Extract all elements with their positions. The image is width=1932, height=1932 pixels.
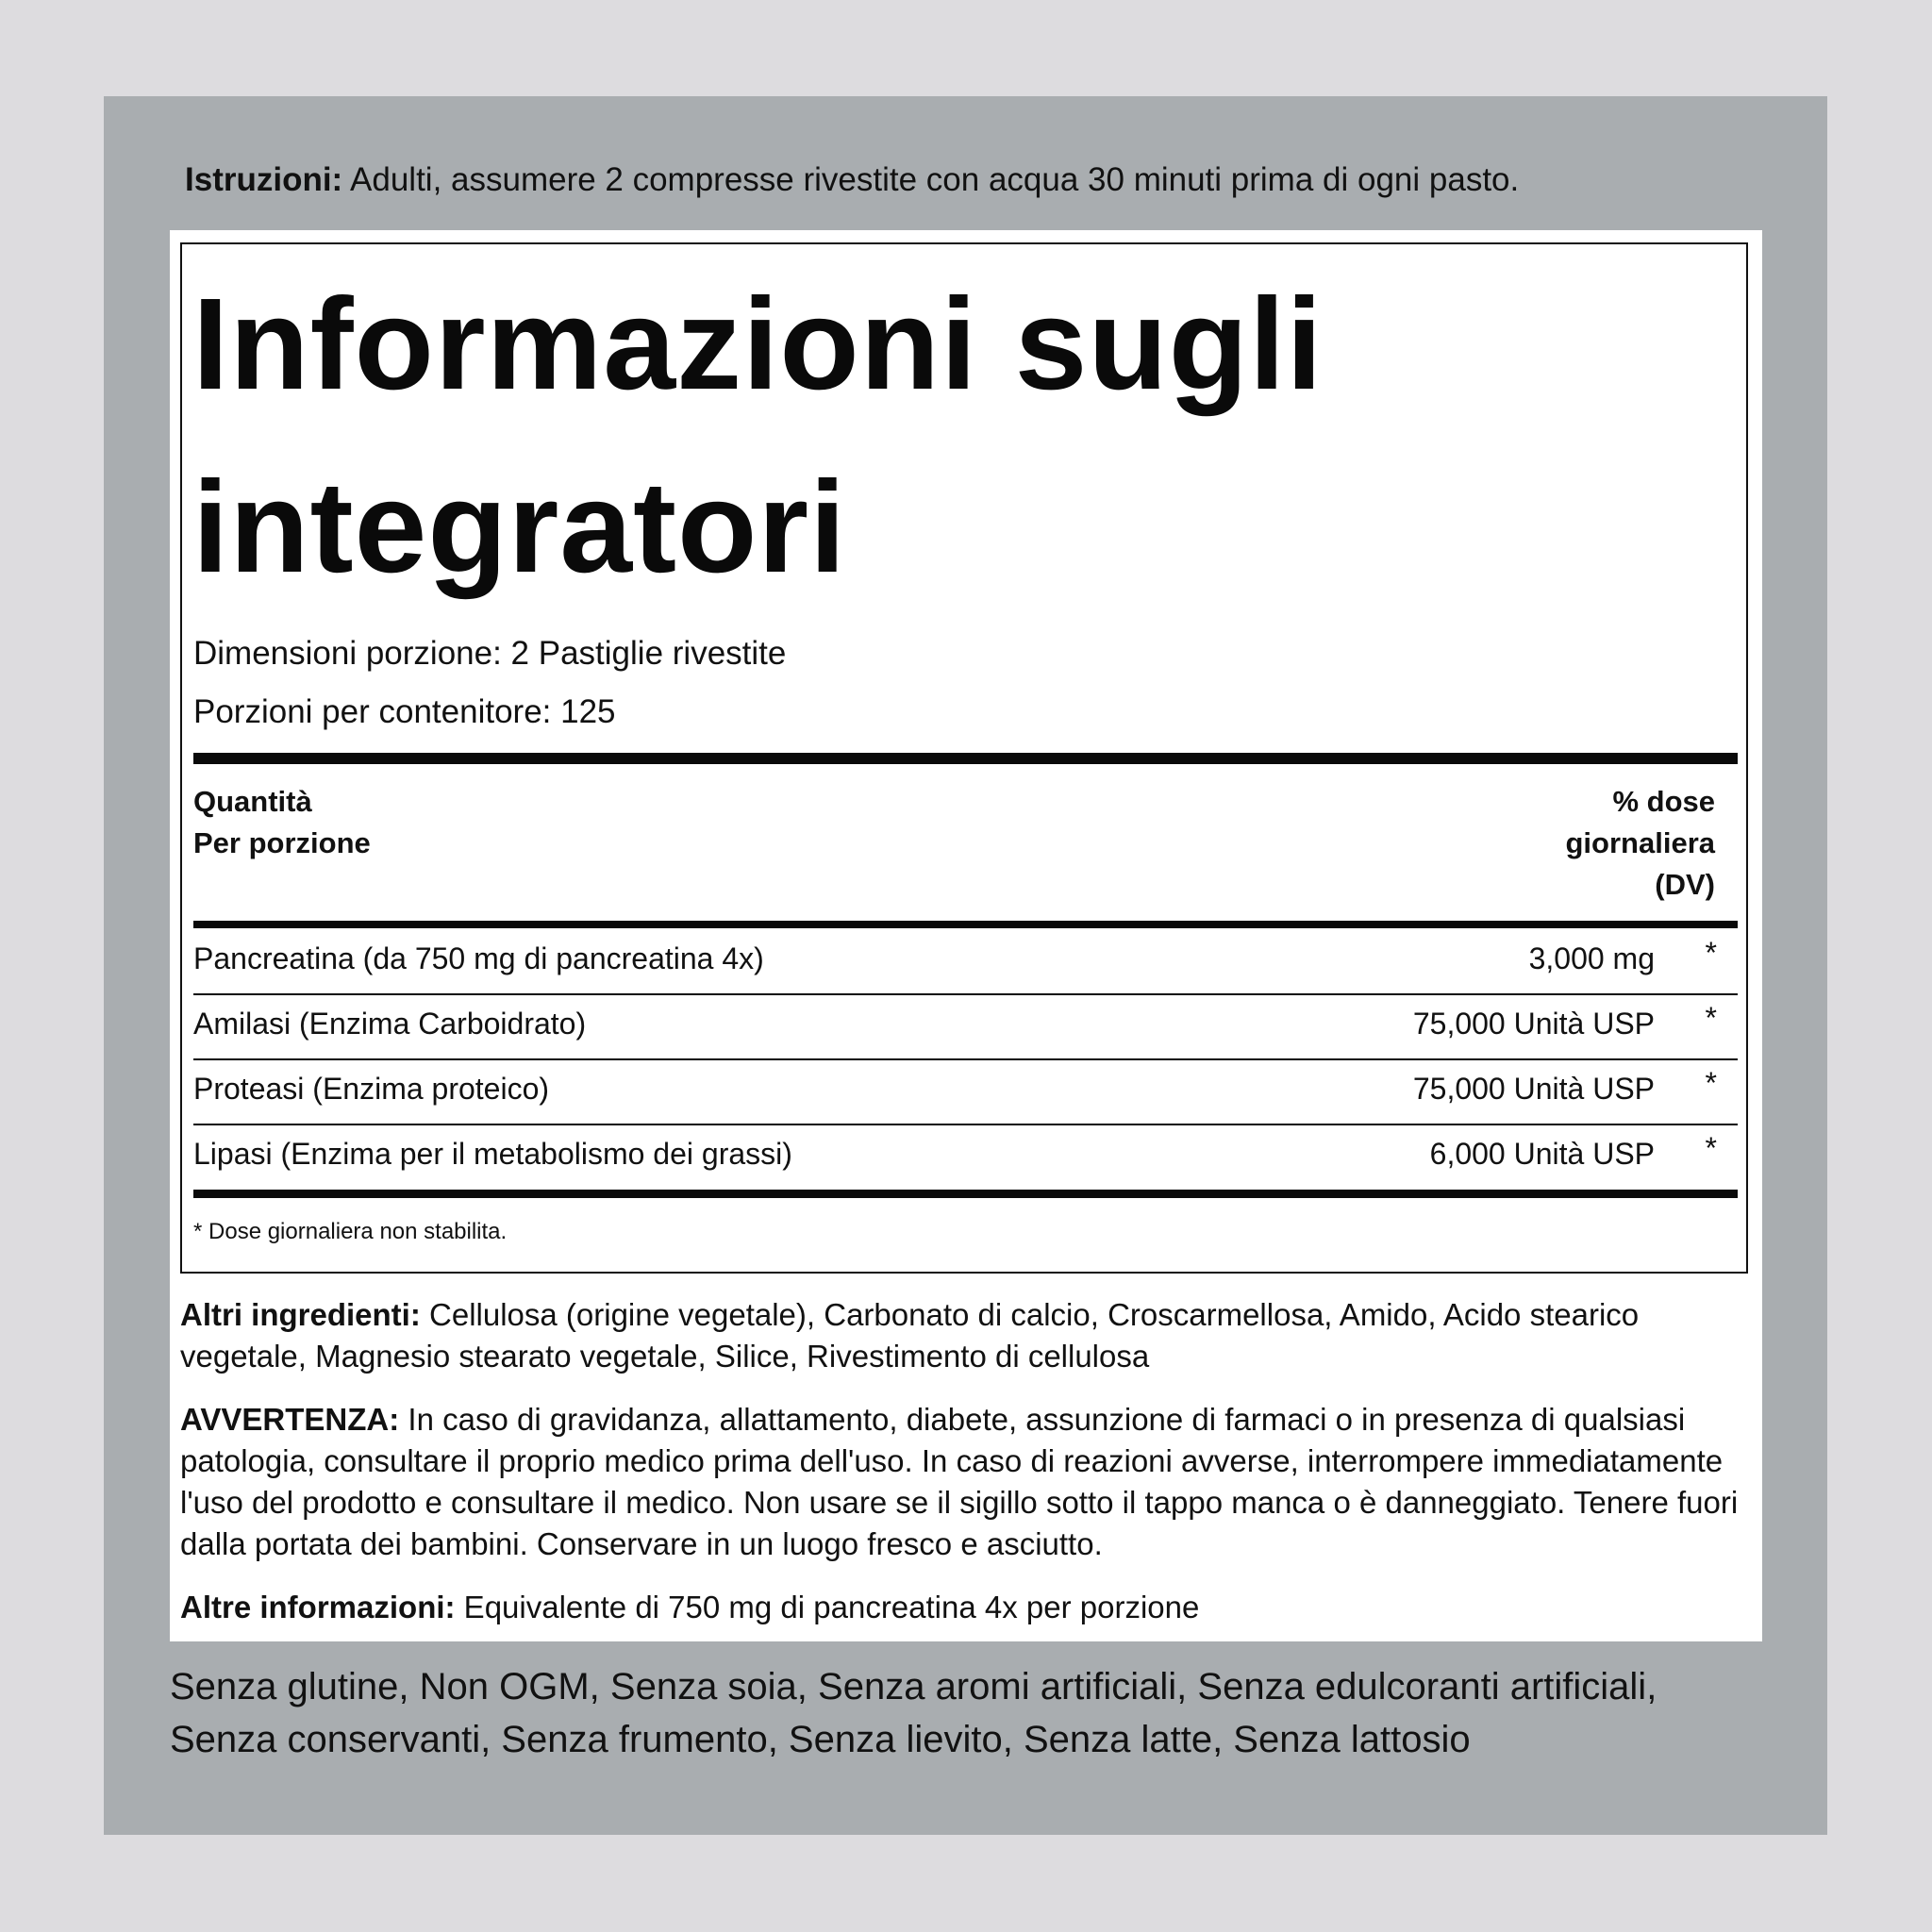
amount-per-serving-header <box>193 781 371 864</box>
ingredient-dv: * <box>1705 1066 1717 1100</box>
ingredient-name: Pancreatina (da 750 mg di pancreatina 4x) <box>193 941 764 975</box>
header-dv-line2: giornaliera <box>1565 826 1715 859</box>
ingredient-name: Amilasi (Enzima Carboidrato) <box>193 1007 587 1041</box>
supplement-facts-title: Informazioni sugli integratori <box>192 272 1324 600</box>
warning <box>180 1399 1751 1565</box>
table-row <box>193 1122 1738 1186</box>
instructions <box>185 158 1519 202</box>
other-ingredients <box>180 1294 1751 1377</box>
warning-label: AVVERTENZA: <box>180 1402 400 1437</box>
ingredient-amount: 75,000 Unità USP <box>1412 1007 1655 1041</box>
header-dv-line3: (DV) <box>1655 868 1715 901</box>
ingredient-amount: 3,000 mg <box>1528 941 1655 975</box>
thick-divider <box>193 753 1738 764</box>
instructions-text: Adulti, assumere 2 compresse rivestite con acqua 30 minuti prima di ogni pasto. <box>342 161 1520 198</box>
header-dv-line1: % dose <box>1612 785 1715 818</box>
header-quantity: Quantità <box>193 785 312 818</box>
table-row <box>193 1057 1738 1121</box>
other-ingredients-text: Cellulosa (origine vegetale), Carbonato di calcio, Croscarmellosa, Amido, Acido stearico vegetale, Magnesio stearato vegetale, Silice, Rivestimento di cellulosa <box>180 1297 1640 1374</box>
instructions-label: Istruzioni: <box>185 161 343 198</box>
header-per-serving: Per porzione <box>193 826 371 859</box>
bottom-divider <box>193 1190 1738 1198</box>
other-information <box>180 1587 1751 1628</box>
serving-size: Dimensioni porzione: 2 Pastiglie rivestite <box>193 635 787 672</box>
ingredient-dv: * <box>1705 1131 1717 1165</box>
ingredient-amount: 6,000 Unità USP <box>1429 1137 1655 1171</box>
warning-text: In caso di gravidanza, allattamento, diabete, assunzione di farmaci o in presenza di qualsiasi patologia, consultare il proprio medico prima dell'uso. In caso di reazioni avverse, interrompere immediatamente l'uso del prodotto e consultare il medico. Non usare se il sigillo sotto il tappo manca o è danneggiato. Tenere fuori dalla portata dei bambini. Conservare in un luogo fresco e asciutto. <box>180 1402 1739 1561</box>
ingredient-dv: * <box>1705 936 1717 970</box>
other-ingredients-label: Altri ingredienti: <box>180 1297 421 1332</box>
ingredient-amount: 75,000 Unità USP <box>1412 1072 1655 1106</box>
table-row <box>193 926 1738 991</box>
free-from-claims: Senza glutine, Non OGM, Senza soia, Senza aromi artificiali, Senza edulcoranti artificiali, Senza conservanti, Senza frumento, Senza lievito, Senza latte, Senza lattosio <box>170 1666 1657 1760</box>
ingredient-name: Lipasi (Enzima per il metabolismo dei grassi) <box>193 1137 792 1171</box>
other-information-text: Equivalente di 750 mg di pancreatina 4x per porzione <box>455 1590 1200 1624</box>
daily-value-header <box>1566 781 1716 906</box>
daily-value-footnote: * Dose giornaliera non stabilita. <box>193 1219 508 1244</box>
ingredient-dv: * <box>1705 1001 1717 1035</box>
servings-per-container: Porzioni per contenitore: 125 <box>193 693 616 730</box>
table-row <box>193 991 1738 1056</box>
ingredient-name: Proteasi (Enzima proteico) <box>193 1072 550 1106</box>
other-information-label: Altre informazioni: <box>180 1590 456 1624</box>
